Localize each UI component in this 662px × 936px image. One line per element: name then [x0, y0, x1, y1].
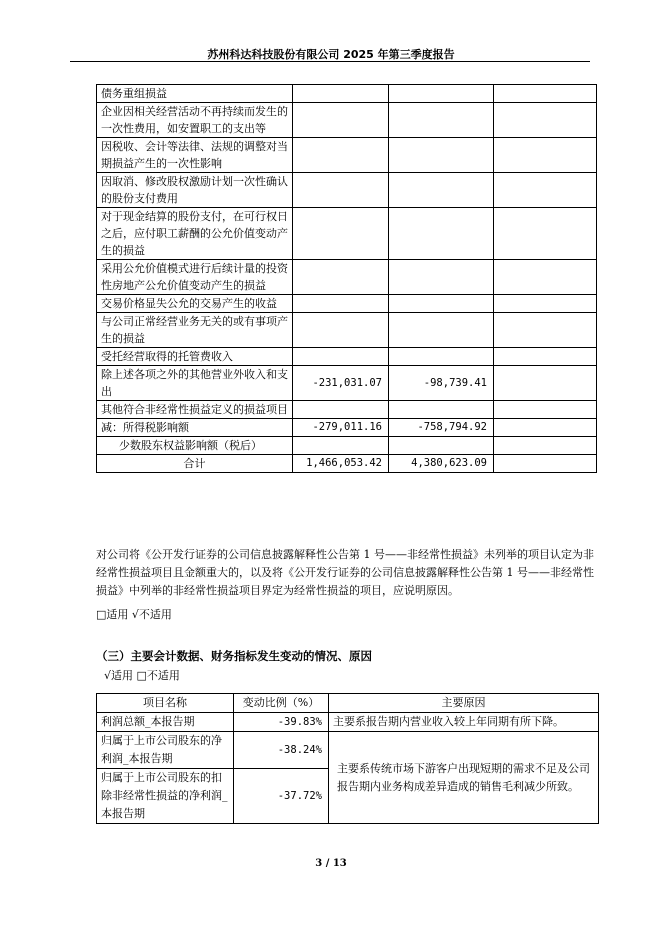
page-number: 3 / 13 [315, 858, 347, 869]
value-ytd [389, 208, 494, 260]
value-current: 1,466,053.42 [293, 455, 389, 473]
value-current [293, 85, 389, 103]
value-current [293, 208, 389, 260]
reason-text: 主要系报告期内营业收入较上年同期有所下降。 [329, 713, 599, 732]
value-ytd [389, 313, 494, 348]
value-current [293, 260, 389, 295]
value-ytd [389, 260, 494, 295]
note-applicability: □适用 √不适用 [96, 608, 172, 621]
item-label: 少数股东权益影响额（税后） [97, 437, 293, 455]
table-row [97, 348, 597, 366]
value-note [494, 348, 597, 366]
item-label: 因取消、修改股权激励计划一次性确认的股份支付费用 [97, 173, 293, 208]
value-note [494, 437, 597, 455]
value-note [494, 455, 597, 473]
value-current: -279,011.16 [293, 419, 389, 437]
col-header-pct: 变动比例（%） [234, 694, 329, 713]
value-note [494, 260, 597, 295]
value-current [293, 103, 389, 138]
value-ytd [389, 85, 494, 103]
change-pct: -39.83% [234, 713, 329, 732]
item-label: 其他符合非经常性损益定义的损益项目 [97, 401, 293, 419]
change-pct: -37.72% [234, 769, 329, 824]
value-current: -231,031.07 [293, 366, 389, 401]
item-label: 交易价格显失公允的交易产生的收益 [97, 295, 293, 313]
value-ytd [389, 295, 494, 313]
value-ytd [389, 103, 494, 138]
table-row [97, 419, 597, 437]
table-row [97, 366, 597, 401]
merged-reason-text: 主要系传统市场下游客户出现短期的需求不足及公司报告期内业务构成差异造成的销售毛利减少所致。 [329, 732, 599, 824]
value-note [494, 138, 597, 173]
value-ytd [389, 437, 494, 455]
section-applicability: √适用 □不适用 [104, 669, 180, 682]
value-current [293, 295, 389, 313]
note-paragraph: 对公司将《公开发行证券的公司信息披露解释性公告第 1 号——非经常性损益》未列举的项目认定为非经常性损益项目且金额重大的，以及将《公开发行证券的公司信息披露解释性公告第 1 号——非经常性损益》中列举的非经常性损益项目界定为经常性损益的项目，应说明原因。 [96, 548, 594, 597]
value-note [494, 401, 597, 419]
value-note [494, 295, 597, 313]
item-label: 受托经营取得的托管费收入 [97, 348, 293, 366]
table-row [97, 85, 597, 103]
change-pct: -38.24% [234, 732, 329, 769]
value-ytd [389, 401, 494, 419]
item-label: 除上述各项之外的其他营业外收入和支出 [97, 366, 293, 401]
table-row [97, 313, 597, 348]
value-ytd [389, 138, 494, 173]
item-label: 债务重组损益 [97, 85, 293, 103]
value-ytd: -758,794.92 [389, 419, 494, 437]
table-row [97, 103, 597, 138]
value-note [494, 419, 597, 437]
value-ytd [389, 348, 494, 366]
value-note [494, 85, 597, 103]
table-row [97, 455, 597, 473]
non-recurring-items-table [96, 84, 597, 473]
value-current [293, 138, 389, 173]
col-header-name: 项目名称 [97, 694, 234, 713]
table-row [97, 138, 597, 173]
value-current [293, 437, 389, 455]
item-label: 对于现金结算的股份支付，在可行权日之后，应付职工薪酬的公允价值变动产生的损益 [97, 208, 293, 260]
value-current [293, 348, 389, 366]
table-header-row [97, 694, 599, 713]
change-reasons-table [96, 693, 599, 824]
section-title: （三）主要会计数据、财务指标发生变动的情况、原因 [96, 649, 372, 663]
value-note [494, 103, 597, 138]
table-row [97, 208, 597, 260]
col-header-reason: 主要原因 [329, 694, 599, 713]
value-note [494, 208, 597, 260]
item-name: 归属于上市公司股东的扣除非经常性损益的净利润_本报告期 [97, 769, 234, 824]
table-row [97, 732, 599, 769]
table-row [97, 713, 599, 732]
item-label: 因税收、会计等法律、法规的调整对当期损益产生的一次性影响 [97, 138, 293, 173]
item-name: 利润总额_本报告期 [97, 713, 234, 732]
table-row [97, 260, 597, 295]
value-note [494, 173, 597, 208]
value-ytd [389, 173, 494, 208]
item-label: 企业因相关经营活动不再持续而发生的一次性费用，如安置职工的支出等 [97, 103, 293, 138]
header-rule [70, 61, 590, 62]
value-current [293, 173, 389, 208]
table-row [97, 437, 597, 455]
table-row [97, 173, 597, 208]
item-label: 与公司正常经营业务无关的或有事项产生的损益 [97, 313, 293, 348]
item-label: 减：所得税影响额 [97, 419, 293, 437]
value-ytd: -98,739.41 [389, 366, 494, 401]
table-row [97, 295, 597, 313]
value-ytd: 4,380,623.09 [389, 455, 494, 473]
value-current [293, 401, 389, 419]
table-row [97, 401, 597, 419]
item-label: 合计 [97, 455, 293, 473]
page-header-title: 苏州科达科技股份有限公司 2025 年第三季度报告 [207, 48, 455, 61]
value-note [494, 313, 597, 348]
item-label: 采用公允价值模式进行后续计量的投资性房地产公允价值变动产生的损益 [97, 260, 293, 295]
value-note [494, 366, 597, 401]
value-current [293, 313, 389, 348]
item-name: 归属于上市公司股东的净利润_本报告期 [97, 732, 234, 769]
